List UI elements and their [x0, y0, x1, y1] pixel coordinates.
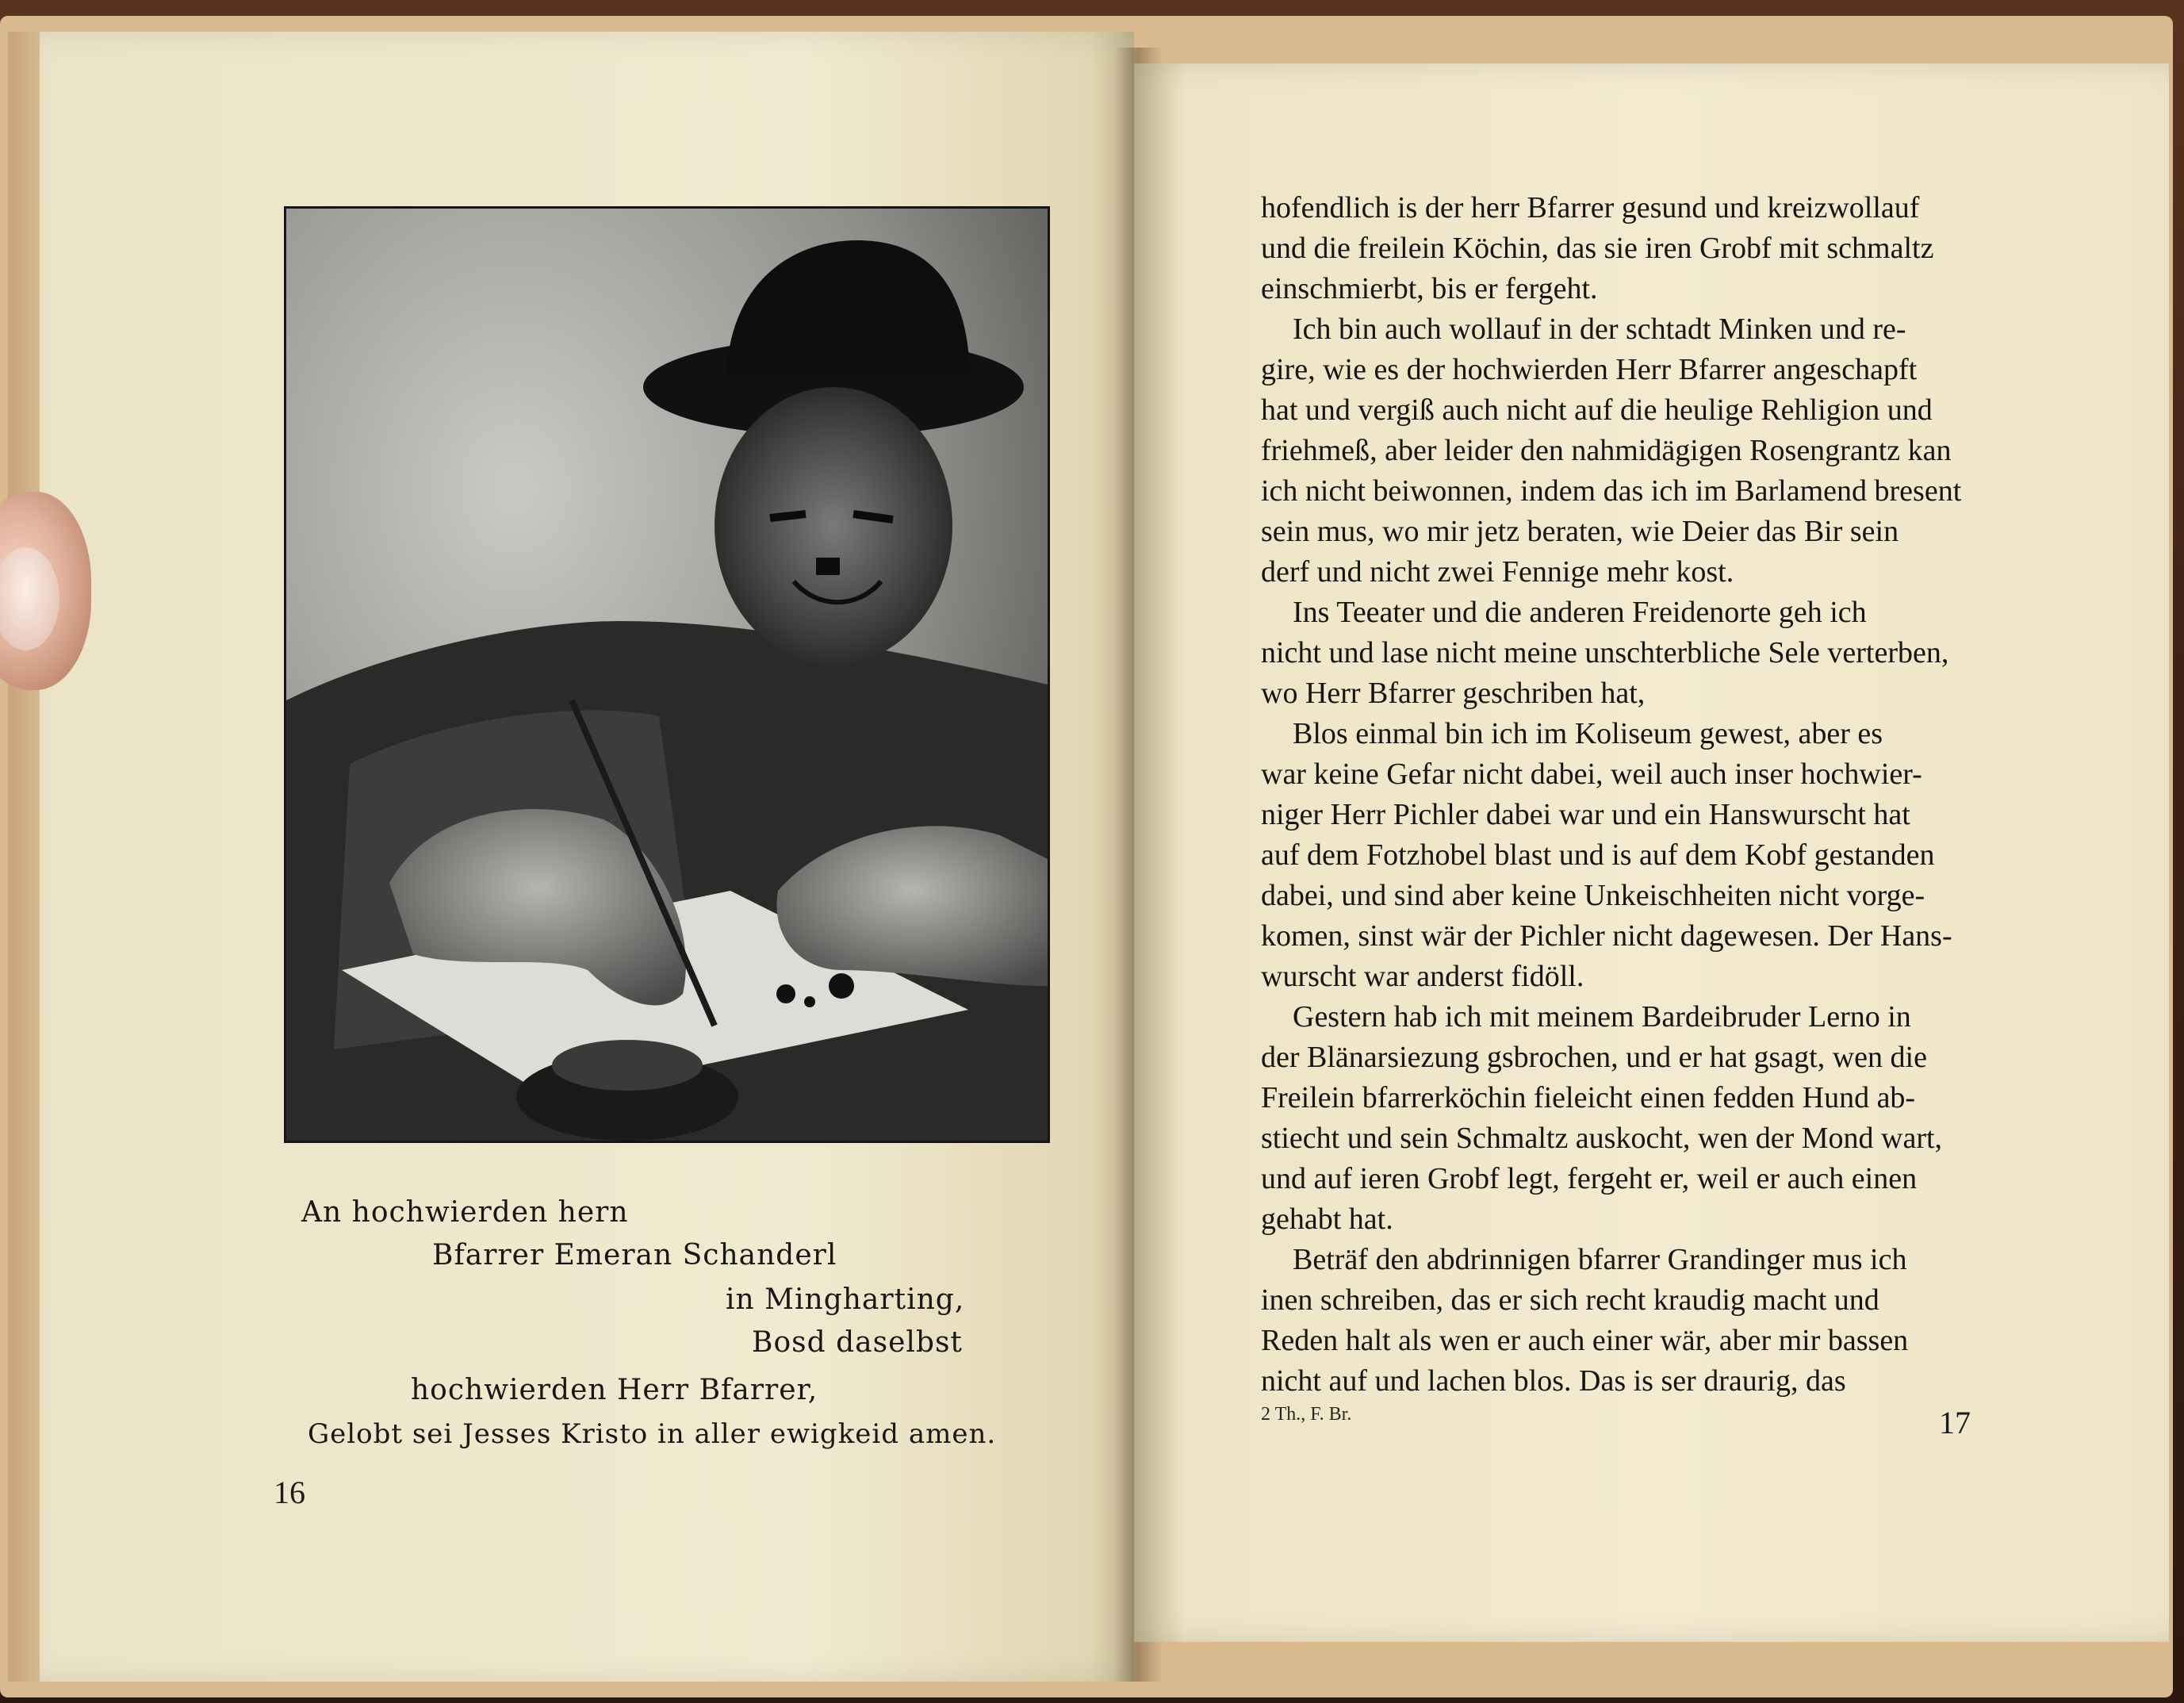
text-line-29: Reden halt als wen er auch einer wär, aber mir bassen — [1261, 1324, 1909, 1357]
illustration-drawing — [286, 209, 1048, 1141]
text-line-12: nicht und lase nicht meine unschterbliche Sele verterben, — [1261, 636, 1949, 669]
right-page — [1134, 63, 2169, 1642]
salutation: hochwierden Herr Bfarrer, — [411, 1374, 818, 1406]
text-line-7: friehmeß, aber leider den nahmidägigen Rosengrantz kan — [1261, 434, 1952, 467]
text-line-4: Ich bin auch wollauf in der schtadt Minken und re- — [1293, 313, 1906, 346]
address-line-1: An hochwierden hern — [301, 1196, 629, 1229]
text-line-19: komen, sinst wär der Pichler nicht dagewesen. Der Hans- — [1261, 919, 1952, 953]
text-line-5: gire, wie es der hochwierden Herr Bfarrer angeschapft — [1261, 353, 1918, 386]
text-line-16: niger Herr Pichler dabei war und ein Hanswurscht hat — [1261, 798, 1910, 831]
text-line-30: nicht auf und lachen blos. Das is ser draurig, das — [1261, 1364, 1846, 1398]
text-line-17: auf dem Fotzhobel blast und is auf dem Kobf gestanden — [1261, 838, 1935, 872]
page-number-left: 16 — [274, 1475, 305, 1510]
address-line-4: Bosd daselbst — [752, 1326, 963, 1359]
text-line-15: war keine Gefar nicht dabei, weil auch inser hochwier- — [1261, 758, 1922, 791]
text-line-9: sein mus, wo mir jetz beraten, wie Deier das Bir sein — [1261, 515, 1899, 548]
address-line-2: Bfarrer Emeran Schanderl — [432, 1239, 837, 1271]
text-line-13: wo Herr Bfarrer geschriben hat, — [1261, 677, 1646, 710]
text-line-3: einschmierbt, bis er fergeht. — [1261, 272, 1598, 305]
text-line-22: der Blänarsiezung gsbrochen, und er hat gsagt, wen die — [1261, 1041, 1927, 1074]
text-line-27: Beträf den abdrinnigen bfarrer Grandinger mus ich — [1293, 1243, 1907, 1276]
text-line-14: Blos einmal bin ich im Koliseum gewest, aber es — [1293, 717, 1883, 750]
text-line-1: hofendlich is der herr Bfarrer gesund und kreizwollauf — [1261, 191, 1920, 224]
greeting-line: Gelobt sei Jesses Kristo in aller ewigkeid amen. — [308, 1418, 997, 1450]
text-line-26: gehabt hat. — [1261, 1202, 1393, 1236]
signature-mark: 2 Th., F. Br. — [1261, 1404, 1352, 1425]
text-line-25: und auf ieren Grobf legt, fergeht er, weil er auch einen — [1261, 1162, 1918, 1195]
text-line-23: Freilein bfarrerköchin fieleicht einen fedden Hund ab- — [1261, 1081, 1916, 1114]
address-line-3: in Mingharting, — [726, 1283, 965, 1316]
text-line-8: ich nicht beiwonnen, indem das ich im Barlamend bresent — [1261, 474, 1962, 508]
text-line-11: Ins Teeater und die anderen Freidenorte geh ich — [1293, 596, 1867, 629]
text-line-6: hat und vergiß auch nicht auf die heulige Rehligion und — [1261, 393, 1933, 427]
text-line-2: und die freilein Köchin, das sie iren Grobf mit schmaltz — [1261, 232, 1934, 265]
illustration-man-writing — [284, 206, 1050, 1143]
text-line-10: derf und nicht zwei Fennige mehr kost. — [1261, 555, 1734, 589]
text-line-24: stiecht und sein Schmaltz auskocht, wen der Mond wart, — [1261, 1122, 1943, 1155]
text-line-28: inen schreiben, das er sich recht kraudig macht und — [1261, 1283, 1879, 1317]
left-page — [40, 32, 1134, 1682]
page-number-right: 17 — [1939, 1405, 1971, 1440]
text-line-20: wurscht war anderst fidöll. — [1261, 960, 1584, 993]
text-line-18: dabei, und sind aber keine Unkeischheiten nicht vorge- — [1261, 879, 1925, 912]
text-line-21: Gestern hab ich mit meinem Bardeibruder Lerno in — [1293, 1000, 1911, 1034]
